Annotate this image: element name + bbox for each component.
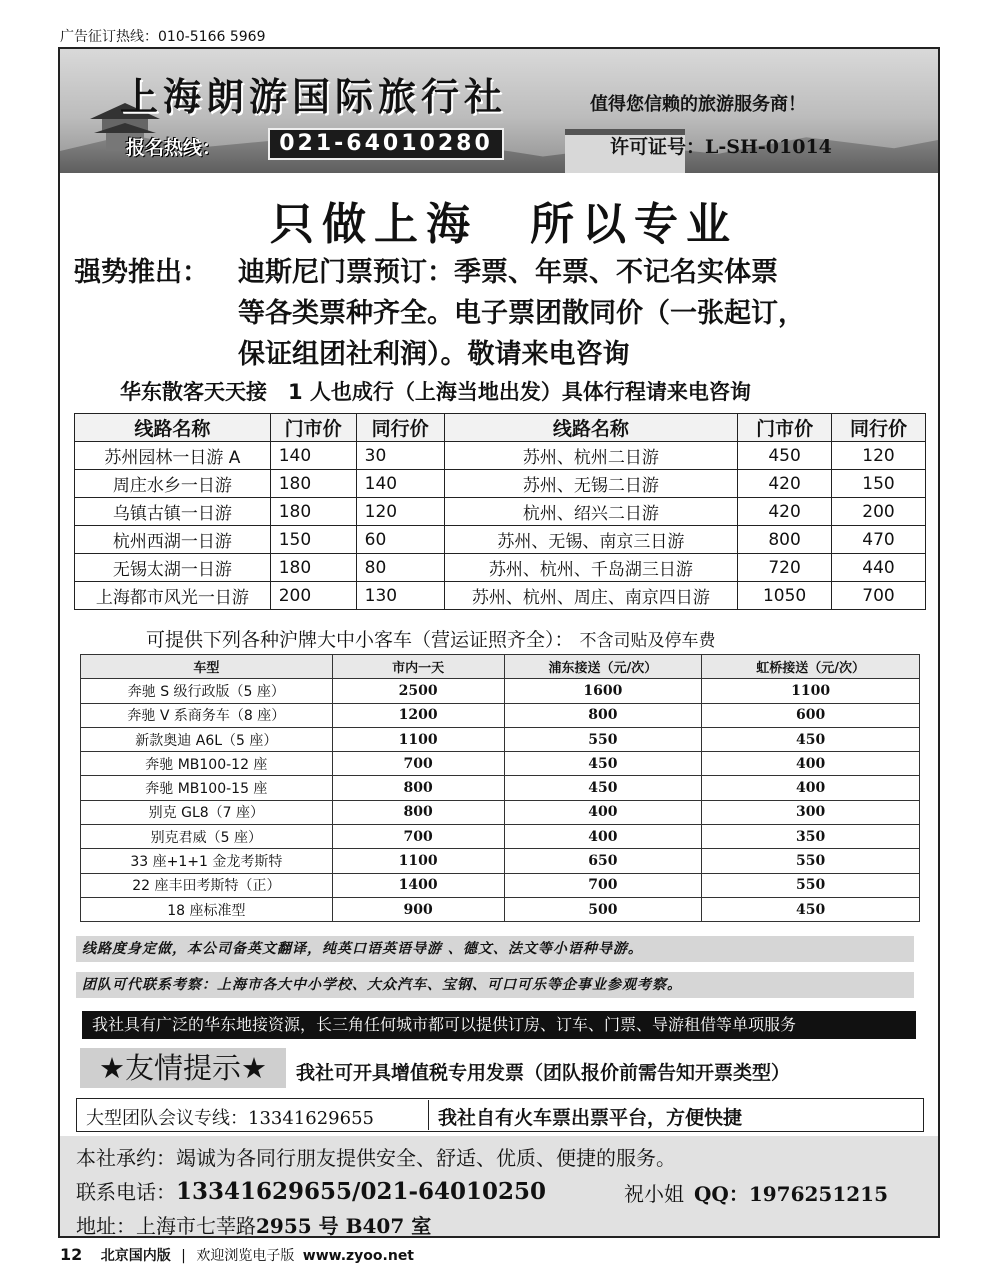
contact-person xyxy=(624,1178,888,1207)
pudong-price: 400 xyxy=(504,800,702,824)
car-rental-title: 可提供下列各种沪牌大中小客车（营运证照齐全）： xyxy=(146,629,574,651)
custom-tour-note: 线路度身定做，本公司备英文翻译，纯英口语英语导游 、德文、法文等小语种导游。 xyxy=(76,936,914,962)
header-trade-price: 同行价 xyxy=(832,414,926,442)
train-ticket-note: 我社自有火车票出票平台，方便快捷 xyxy=(438,1107,743,1129)
trade-price: 120 xyxy=(832,442,926,470)
pudong-price: 700 xyxy=(504,873,702,897)
header-car-model: 车型 xyxy=(81,655,333,679)
city-day-price: 1100 xyxy=(332,849,504,873)
promo-line-3: 保证组团社利润）。敬请来电咨询 xyxy=(238,339,630,370)
retail-price: 420 xyxy=(738,470,832,498)
route-name: 苏州、杭州、周庄、南京四日游 xyxy=(444,582,738,610)
car-rental-table xyxy=(80,654,920,922)
service-promise: 本社承约：竭诚为各同行朋友提供安全、舒适、优质、便捷的服务。 xyxy=(76,1146,676,1170)
trade-price: 80 xyxy=(356,554,444,582)
routes-table xyxy=(74,413,926,610)
hongqiao-price: 450 xyxy=(702,897,920,921)
tips-title: ★友情提示★ xyxy=(80,1048,286,1088)
trade-price: 150 xyxy=(832,470,926,498)
car-model: 奔驰 MB100-15 座 xyxy=(81,776,333,800)
trade-price: 440 xyxy=(832,554,926,582)
table-row xyxy=(81,776,920,800)
trade-price: 30 xyxy=(356,442,444,470)
retail-price: 1050 xyxy=(738,582,832,610)
header-route-name: 线路名称 xyxy=(444,414,738,442)
retail-price: 180 xyxy=(270,498,356,526)
retail-price: 720 xyxy=(738,554,832,582)
edition-name: 北京国内版 xyxy=(100,1248,171,1264)
table-row xyxy=(81,727,920,751)
route-name: 杭州、绍兴二日游 xyxy=(444,498,738,526)
route-name: 苏州园林一日游 A xyxy=(75,442,271,470)
agency-name: 上海朗游国际旅行社 xyxy=(120,74,508,119)
trade-price: 700 xyxy=(832,582,926,610)
route-name: 苏州、杭州二日游 xyxy=(444,442,738,470)
car-model: 别克君威（5 座） xyxy=(81,825,333,849)
table-row xyxy=(81,703,920,727)
hongqiao-price: 450 xyxy=(702,727,920,751)
pudong-price: 1600 xyxy=(504,679,702,703)
pudong-price: 450 xyxy=(504,752,702,776)
route-name: 周庄水乡一日游 xyxy=(75,470,271,498)
promo-line-1: 迪斯尼门票预订：季票、年票、不记名实体票 xyxy=(238,257,778,288)
table-row xyxy=(75,554,926,582)
city-day-price: 1200 xyxy=(332,703,504,727)
table-row xyxy=(75,442,926,470)
car-model: 奔驰 V 系商务车（8 座） xyxy=(81,703,333,727)
promo-label: 强势推出： xyxy=(74,257,209,288)
hongqiao-price: 600 xyxy=(702,703,920,727)
city-day-price: 1100 xyxy=(332,727,504,751)
route-name: 乌镇古镇一日游 xyxy=(75,498,271,526)
trade-price: 120 xyxy=(356,498,444,526)
car-header-row xyxy=(81,655,920,679)
route-name: 杭州西湖一日游 xyxy=(75,526,271,554)
retail-price: 420 xyxy=(738,498,832,526)
contact-numbers: 13341629655/021-64010250 xyxy=(176,1178,547,1205)
hongqiao-price: 550 xyxy=(702,873,920,897)
hongqiao-price: 1100 xyxy=(702,679,920,703)
pudong-price: 650 xyxy=(504,849,702,873)
website-url: www.zyoo.net xyxy=(302,1248,415,1264)
car-rental-heading xyxy=(146,625,716,652)
signup-phone: 021-64010280 xyxy=(268,128,504,160)
header-retail-price: 门市价 xyxy=(270,414,356,442)
page-number: 12 xyxy=(60,1245,83,1264)
retail-price: 180 xyxy=(270,470,356,498)
meeting-hotline: 大型团队会议专线：13341629655 xyxy=(86,1108,374,1129)
route-name: 上海都市风光一日游 xyxy=(75,582,271,610)
signup-label: 报名热线： xyxy=(126,137,222,159)
trade-price: 60 xyxy=(356,526,444,554)
car-rental-note: 不含司贴及停车费 xyxy=(579,631,716,651)
table-row xyxy=(81,873,920,897)
retail-price: 800 xyxy=(738,526,832,554)
hongqiao-price: 400 xyxy=(702,776,920,800)
retail-price: 150 xyxy=(270,526,356,554)
table-row xyxy=(75,582,926,610)
pudong-price: 550 xyxy=(504,727,702,751)
page-footer xyxy=(60,1245,414,1265)
meeting-divider xyxy=(428,1100,429,1130)
table-row xyxy=(81,752,920,776)
city-day-price: 800 xyxy=(332,776,504,800)
city-day-price: 700 xyxy=(332,825,504,849)
table-row xyxy=(81,679,920,703)
license-number: 许可证号：L-SH-01014 xyxy=(610,136,832,158)
header-trade-price: 同行价 xyxy=(356,414,444,442)
table-row xyxy=(81,825,920,849)
car-model: 18 座标准型 xyxy=(81,897,333,921)
routes-header-row xyxy=(75,414,926,442)
hongqiao-price: 300 xyxy=(702,800,920,824)
table-row xyxy=(81,800,920,824)
car-model: 奔驰 S 级行政版（5 座） xyxy=(81,679,333,703)
car-model: 33 座+1+1 金龙考斯特 xyxy=(81,849,333,873)
car-model: 新款奥迪 A6L（5 座） xyxy=(81,727,333,751)
ad-hotline: 广告征订热线：010-5166 5969 xyxy=(60,29,266,45)
address-label: 地址：上海市七莘路 xyxy=(76,1214,256,1238)
contact-label: 联系电话： xyxy=(76,1180,176,1204)
table-row xyxy=(81,897,920,921)
route-name: 无锡太湖一日游 xyxy=(75,554,271,582)
header-retail-price: 门市价 xyxy=(738,414,832,442)
city-day-price: 1400 xyxy=(332,873,504,897)
trade-price: 200 xyxy=(832,498,926,526)
retail-price: 180 xyxy=(270,554,356,582)
header-pudong-transfer: 浦东接送（元/次） xyxy=(504,655,702,679)
agency-tagline: 值得您信赖的旅游服务商！ xyxy=(590,94,806,115)
pudong-price: 800 xyxy=(504,703,702,727)
tour-subheading: 华东散客天天接 1 人也成行（上海当地出发）具体行程请来电咨询 xyxy=(120,380,751,404)
city-day-price: 2500 xyxy=(332,679,504,703)
browse-text: 欢迎浏览电子版 xyxy=(196,1248,295,1264)
table-row xyxy=(75,470,926,498)
route-name: 苏州、无锡二日游 xyxy=(444,470,738,498)
hongqiao-price: 400 xyxy=(702,752,920,776)
car-model: 奔驰 MB100-12 座 xyxy=(81,752,333,776)
car-model: 22 座丰田考斯特（正） xyxy=(81,873,333,897)
pudong-price: 450 xyxy=(504,776,702,800)
city-day-price: 700 xyxy=(332,752,504,776)
contact-name: 祝小姐 xyxy=(624,1182,684,1206)
pudong-price: 500 xyxy=(504,897,702,921)
table-row xyxy=(81,849,920,873)
resources-banner: 我社具有广泛的华东地接资源，长三角任何城市都可以提供订房、订车、门票、导游租借等单项服务 xyxy=(82,1011,916,1039)
trade-price: 130 xyxy=(356,582,444,610)
retail-price: 200 xyxy=(270,582,356,610)
hongqiao-price: 350 xyxy=(702,825,920,849)
header-hongqiao-transfer: 虹桥接送（元/次） xyxy=(702,655,920,679)
trade-price: 470 xyxy=(832,526,926,554)
header-city-day: 市内一天 xyxy=(332,655,504,679)
city-day-price: 900 xyxy=(332,897,504,921)
promo-line-2: 等各类票种齐全。电子票团散同价（一张起订， xyxy=(238,298,805,329)
contact-phone xyxy=(76,1176,546,1205)
address-number: 2955 号 B407 室 xyxy=(256,1214,432,1238)
table-row xyxy=(75,498,926,526)
route-name: 苏州、无锡、南京三日游 xyxy=(444,526,738,554)
pudong-price: 400 xyxy=(504,825,702,849)
route-name: 苏州、杭州、千岛湖三日游 xyxy=(444,554,738,582)
address xyxy=(76,1210,431,1239)
hongqiao-price: 550 xyxy=(702,849,920,873)
retail-price: 140 xyxy=(270,442,356,470)
header-route-name: 线路名称 xyxy=(75,414,271,442)
table-row xyxy=(75,526,926,554)
retail-price: 450 xyxy=(738,442,832,470)
trade-price: 140 xyxy=(356,470,444,498)
footer-divider: | xyxy=(181,1248,186,1264)
car-model: 别克 GL8（7 座） xyxy=(81,800,333,824)
tips-text: 我社可开具增值税专用发票（团队报价前需告知开票类型） xyxy=(296,1062,791,1084)
main-slogan: 只做上海 所以专业 xyxy=(270,199,738,250)
contact-qq: QQ：1976251215 xyxy=(694,1182,889,1206)
study-tour-note: 团队可代联系考察：上海市各大中小学校、大众汽车、宝钢、可口可乐等企事业参观考察。 xyxy=(76,972,914,998)
city-day-price: 800 xyxy=(332,800,504,824)
